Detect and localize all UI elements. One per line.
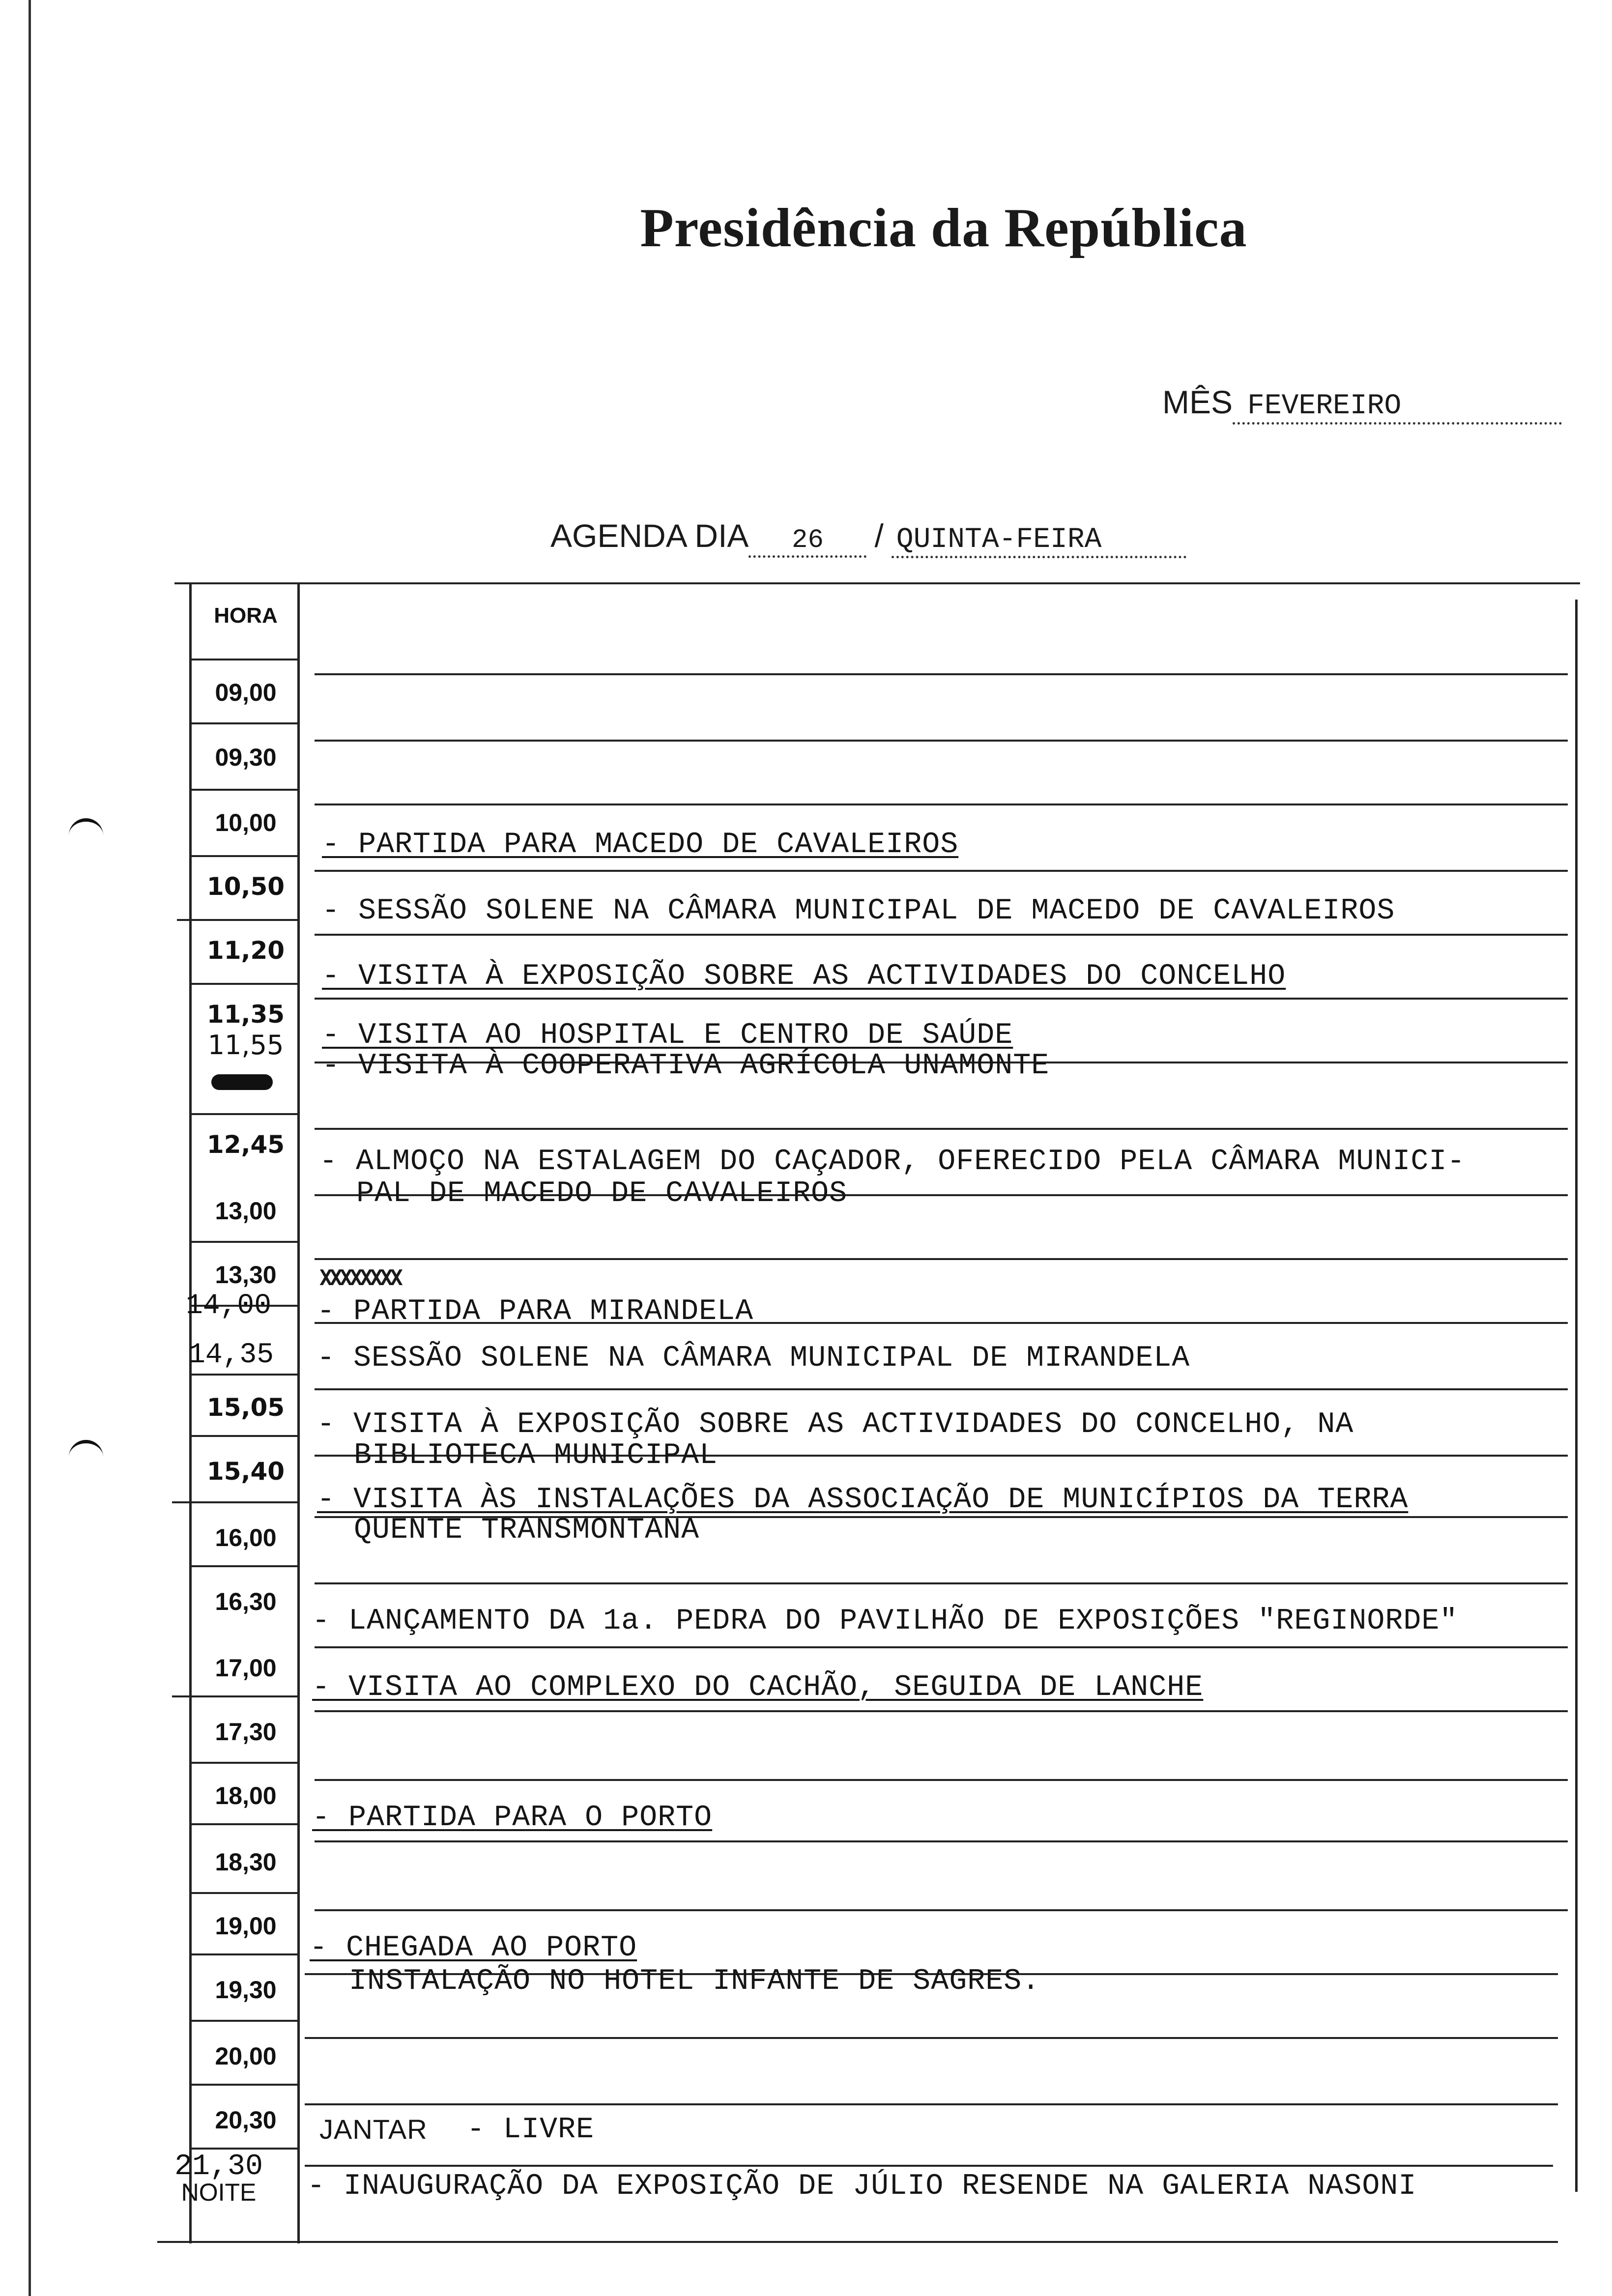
weekday-value: QUINTA-FEIRA bbox=[892, 524, 1186, 558]
hour-cell: 11,35 bbox=[206, 1000, 285, 1029]
hour-cell: 14,35 bbox=[188, 1339, 274, 1371]
hour-cell: 18,00 bbox=[215, 1782, 277, 1809]
month-line bbox=[1162, 383, 1562, 425]
agenda-entry-dinner: JANTAR bbox=[319, 2114, 428, 2145]
hour-cell: 10,00 bbox=[215, 809, 277, 836]
hour-cell: 13,30 bbox=[215, 1261, 277, 1289]
hour-cell: 14,00 bbox=[185, 1290, 272, 1322]
agenda-entry: - VISITA À EXPOSIÇÃO SOBRE AS ACTIVIDADES DO CONCELHO, NA bbox=[317, 1408, 1354, 1441]
agenda-entry: - PARTIDA PARA MACEDO DE CAVALEIROS bbox=[322, 828, 959, 861]
agenda-entry: - VISITA À EXPOSIÇÃO SOBRE AS ACTIVIDADES DO CONCELHO bbox=[322, 960, 1286, 993]
hour-cell: 16,00 bbox=[215, 1524, 277, 1551]
hour-cell: 12,45 bbox=[206, 1130, 285, 1159]
hour-cell: 09,30 bbox=[215, 744, 277, 771]
agenda-entry: - VISITA AO COMPLEXO DO CACHÃO, SEGUIDA DE LANCHE bbox=[312, 1671, 1204, 1704]
hour-cell: 15,05 bbox=[206, 1393, 285, 1422]
hour-cell: 20,30 bbox=[215, 2106, 277, 2134]
agenda-label: AGENDA DIA bbox=[550, 517, 749, 554]
day-value: 26 bbox=[748, 525, 866, 558]
hour-cell: 21,30 bbox=[174, 2150, 263, 2183]
agenda-entry: - SESSÃO SOLENE NA CÂMARA MUNICIPAL DE MIRANDELA bbox=[317, 1342, 1190, 1375]
hour-cell: 10,50 bbox=[206, 872, 285, 901]
agenda-entry: - PARTIDA PARA MIRANDELA bbox=[317, 1295, 754, 1328]
table-bottom-border bbox=[157, 2241, 1558, 2243]
agenda-entry: - LANÇAMENTO DA 1a. PEDRA DO PAVILHÃO DE EXPOSIÇÕES "REGINORDE" bbox=[312, 1605, 1458, 1638]
hour-header: HORA bbox=[214, 603, 278, 628]
hour-cell: 19,30 bbox=[215, 1976, 277, 2004]
agenda-entry-continued: QUENTE TRANSMONTANA bbox=[354, 1514, 700, 1547]
hour-cell-night: NOITE bbox=[181, 2179, 257, 2206]
agenda-entry-continued: BIBLIOTECA MUNICIPAL bbox=[354, 1439, 718, 1472]
hour-cell: 17,30 bbox=[215, 1718, 277, 1746]
agenda-line bbox=[550, 517, 1186, 558]
hour-cell: 17,00 bbox=[215, 1654, 277, 1682]
month-label: MÊS bbox=[1162, 384, 1233, 420]
month-value: FEVEREIRO bbox=[1233, 390, 1562, 425]
hour-cell: 18,30 bbox=[215, 1848, 277, 1876]
hour-cell: 13,00 bbox=[215, 1197, 277, 1225]
agenda-entry-continued: PAL DE MACEDO DE CAVALEIROS bbox=[356, 1177, 848, 1210]
agenda-entry: - CHEGADA AO PORTO bbox=[310, 1931, 637, 1965]
hour-cell: 15,40 bbox=[206, 1457, 285, 1486]
agenda-entry-dinner-note: - LIVRE bbox=[467, 2113, 595, 2147]
table-right-border bbox=[1575, 600, 1578, 2192]
agenda-entry-continued: INSTALAÇÃO NO HOTEL INFANTE DE SAGRES. bbox=[349, 1965, 1040, 1998]
table-top-border bbox=[174, 582, 1580, 584]
binder-hole-mark bbox=[69, 818, 103, 841]
ink-blot bbox=[211, 1074, 273, 1090]
hour-cell: 09,00 bbox=[215, 679, 277, 706]
agenda-entry: - SESSÃO SOLENE NA CÂMARA MUNICIPAL DE MACEDO DE CAVALEIROS bbox=[322, 894, 1395, 928]
hour-cell: 20,00 bbox=[215, 2042, 277, 2070]
hour-cell: 19,00 bbox=[215, 1912, 277, 1940]
date-separator: / bbox=[874, 517, 884, 554]
binder-hole-mark bbox=[69, 1440, 103, 1463]
agenda-entry: - VISITA AO HOSPITAL E CENTRO DE SAÚDE bbox=[322, 1019, 1013, 1052]
page-left-edge bbox=[29, 0, 31, 2296]
crossed-out-text: XXXXXXXX bbox=[319, 1265, 400, 1291]
hour-cell: 11,20 bbox=[206, 936, 285, 965]
agenda-entry: - VISITA À COOPERATIVA AGRÍCOLA UNAMONTE bbox=[322, 1049, 1050, 1083]
letterhead-title: Presidência da República bbox=[640, 198, 1247, 258]
agenda-entry: - VISITA ÀS INSTALAÇÕES DA ASSOCIAÇÃO DE MUNICÍPIOS DA TERRA bbox=[317, 1483, 1409, 1517]
agenda-entry: - PARTIDA PARA O PORTO bbox=[312, 1801, 713, 1835]
hour-cell: 11,55 bbox=[207, 1030, 284, 1061]
hour-cell: 16,30 bbox=[215, 1588, 277, 1615]
agenda-entry: - ALMOÇO NA ESTALAGEM DO CAÇADOR, OFERECIDO PELA CÂMARA MUNICI- bbox=[319, 1145, 1466, 1178]
agenda-entry: - INAUGURAÇÃO DA EXPOSIÇÃO DE JÚLIO RESENDE NA GALERIA NASONI bbox=[307, 2170, 1417, 2203]
